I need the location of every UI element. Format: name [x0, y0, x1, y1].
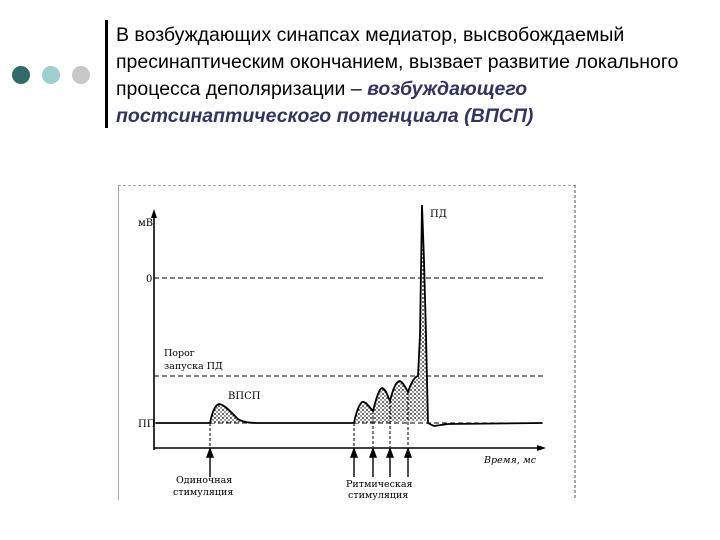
body-text-accent: возбуждающего постсинаптического потенциала (ВПСП) [116, 78, 534, 127]
dot-light-teal [42, 66, 60, 84]
single-stim-label-line2: стимуляция [173, 487, 234, 498]
x-axis-arrow [537, 445, 546, 451]
epsp-diagram [118, 185, 578, 500]
zero-label: 0 [146, 274, 153, 285]
threshold-label-line2: запуска ПД [164, 361, 223, 372]
title-divider-bar [105, 20, 108, 128]
stim-arrows [207, 449, 411, 477]
stim-arrowhead-3 [387, 449, 393, 457]
stim-arrowhead-single [207, 449, 213, 457]
epsp-label: ВПСП [228, 391, 261, 402]
stim-arrowhead-1 [351, 449, 357, 457]
slide-body-text [116, 22, 706, 130]
y-axis-label: мВ [138, 218, 154, 229]
stim-arrowhead-2 [370, 449, 376, 457]
rest-potential-label: ПП [138, 419, 156, 430]
body-text-plain: В возбуждающих синапсах медиатор, высвобождаемый пресинаптическим окончанием, вызвает развитие локального процесса деполяризации – [116, 24, 679, 100]
x-axis-label: Время, мс [484, 455, 537, 466]
ap-label: ПД [430, 209, 447, 220]
decorative-dots [12, 66, 92, 84]
dot-dark-teal [12, 66, 30, 84]
membrane-potential-trace [156, 205, 542, 426]
threshold-label-line1: Порог [164, 348, 195, 359]
rhythmic-stim-label-line2: стимуляция [348, 490, 409, 500]
dot-gray [72, 66, 90, 84]
rhythmic-stim-label-line1: Ритмическая [346, 479, 413, 490]
summed-epsp-fill [354, 205, 428, 423]
epsp-diagram-svg [118, 185, 578, 500]
single-stim-label-line1: Одиночная [176, 475, 233, 486]
stim-arrowhead-4 [405, 449, 411, 457]
y-axis-arrow [151, 209, 157, 218]
